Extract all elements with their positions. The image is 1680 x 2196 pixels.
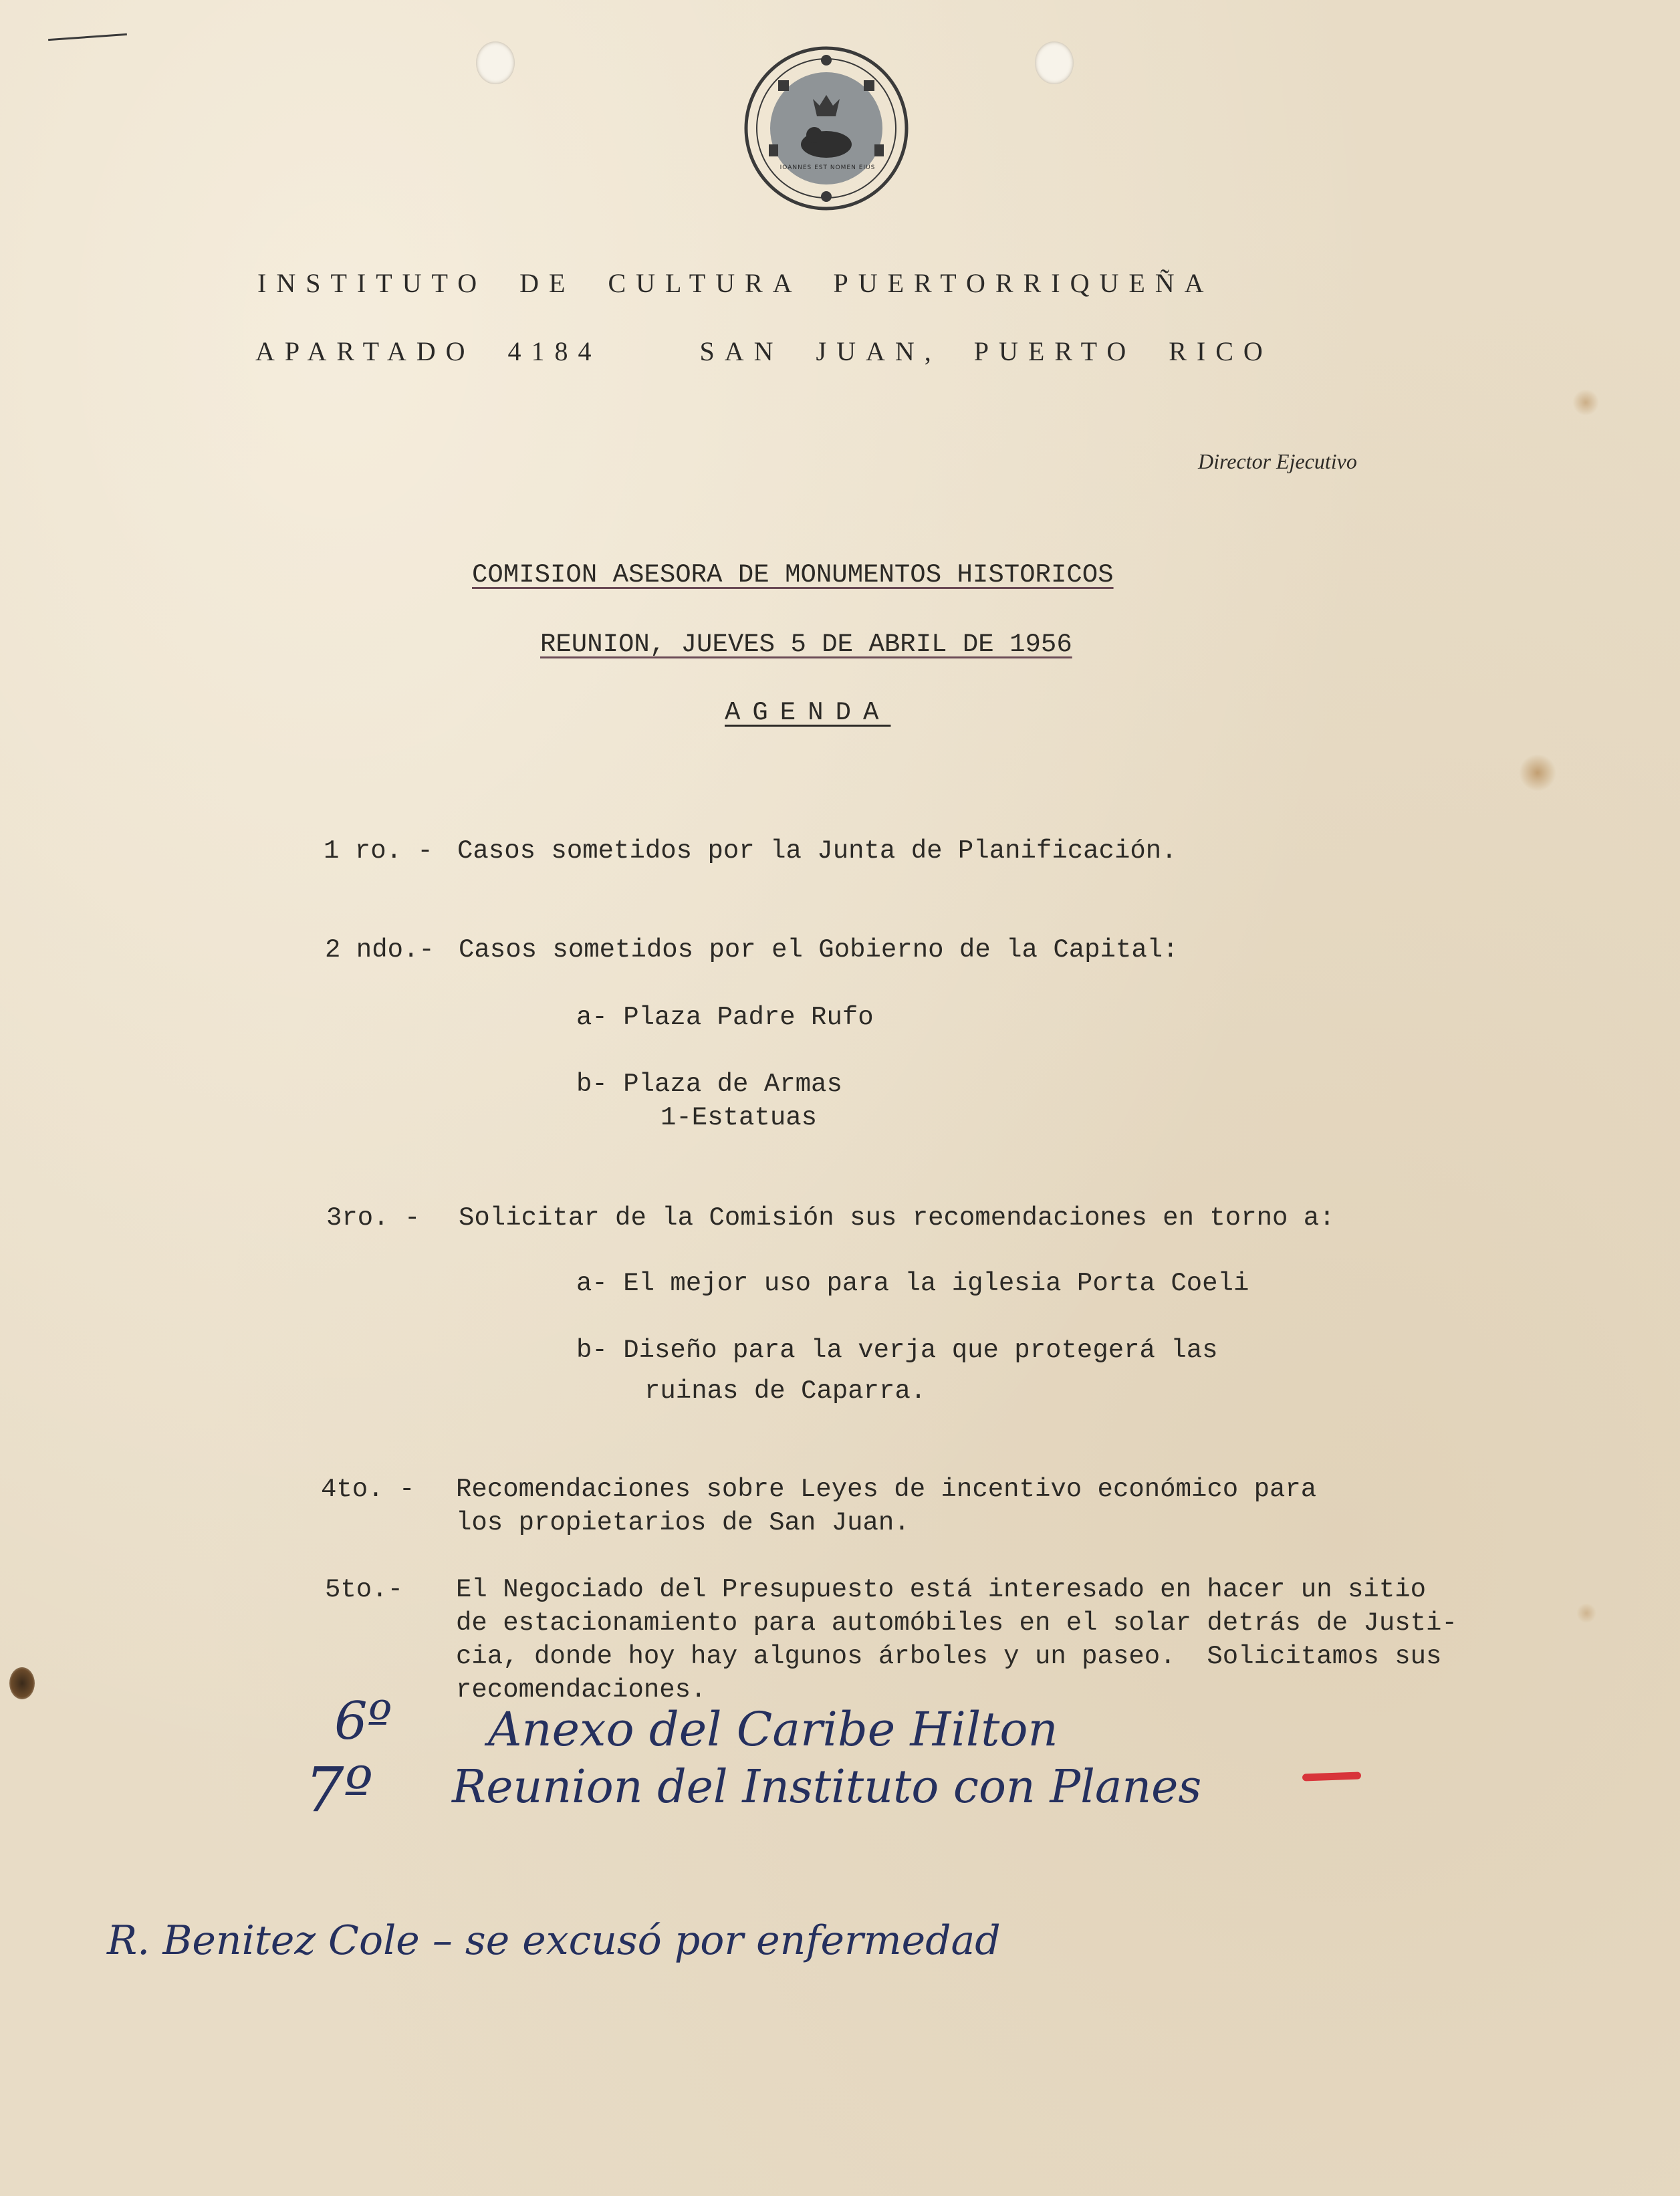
item-3-number: 3ro. - xyxy=(326,1203,421,1233)
foxing-spot xyxy=(1576,1603,1596,1623)
red-pen-mark xyxy=(1302,1772,1361,1781)
item-2-number: 2 ndo.- xyxy=(325,935,435,965)
item-3a: a- El mejor uso para la iglesia Porta Coeli xyxy=(576,1269,1249,1298)
handwritten-item-7-number: 7º xyxy=(305,1754,373,1826)
handwritten-item-6-text: Anexo del Caribe Hilton xyxy=(488,1702,1058,1757)
agenda-heading: AGENDA xyxy=(725,698,891,727)
pencil-mark xyxy=(48,33,127,41)
handwritten-note: R. Benitez Cole – se excusó por enfermedad xyxy=(107,1917,1001,1964)
meeting-date: REUNION, JUEVES 5 DE ABRIL DE 1956 xyxy=(540,630,1072,659)
item-5-line4: recomendaciones. xyxy=(456,1675,707,1705)
seal-motto: IOANNES EST NOMEN EIUS xyxy=(779,164,876,171)
institute-seal xyxy=(742,44,911,213)
item-3b-cont: ruinas de Caparra. xyxy=(644,1376,927,1406)
punch-hole-right xyxy=(1035,41,1074,84)
item-3-text: Solicitar de la Comisión sus recomendaciones en torno a: xyxy=(459,1203,1335,1233)
foxing-spot xyxy=(1519,754,1556,791)
handwritten-item-6-number: 6º xyxy=(334,1691,392,1751)
item-2a: a- Plaza Padre Rufo xyxy=(576,1003,874,1032)
commission-title: COMISION ASESORA DE MONUMENTOS HISTORICOS xyxy=(472,560,1114,590)
item-2b-1: 1-Estatuas xyxy=(661,1103,818,1132)
item-5-line3: cia, donde hoy hay algunos árboles y un paseo. Solicitamos sus xyxy=(456,1642,1442,1671)
item-2b: b- Plaza de Armas xyxy=(576,1070,842,1099)
item-3b: b- Diseño para la verja que protegerá las xyxy=(576,1336,1218,1365)
item-4-line1: Recomendaciones sobre Leyes de incentivo económico para xyxy=(456,1475,1317,1504)
letterhead-address: APARTADO 4184 SAN JUAN, PUERTO RICO xyxy=(255,336,1273,366)
director-title: Director Ejecutivo xyxy=(1198,449,1357,473)
item-5-line1: El Negociado del Presupuesto está interesado en hacer un sitio xyxy=(456,1575,1427,1604)
letterhead-name: INSTITUTO DE CULTURA PUERTORRIQUEÑA xyxy=(257,268,1214,298)
ink-stain xyxy=(9,1667,35,1699)
item-1-text: Casos sometidos por la Junta de Planificación. xyxy=(457,836,1177,866)
item-4-number: 4to. - xyxy=(321,1475,415,1504)
item-5-number: 5to.- xyxy=(325,1575,404,1604)
item-1-number: 1 ro. - xyxy=(324,836,433,866)
foxing-spot xyxy=(1572,389,1599,416)
item-4-line2: los propietarios de San Juan. xyxy=(456,1508,910,1538)
item-5-line2: de estacionamiento para automóbiles en el solar detrás de Justi- xyxy=(456,1608,1457,1638)
handwritten-item-7-text: Reunion del Instituto con Planes xyxy=(452,1761,1202,1814)
punch-hole-left xyxy=(476,41,515,84)
item-2-text: Casos sometidos por el Gobierno de la Capital: xyxy=(459,935,1179,965)
